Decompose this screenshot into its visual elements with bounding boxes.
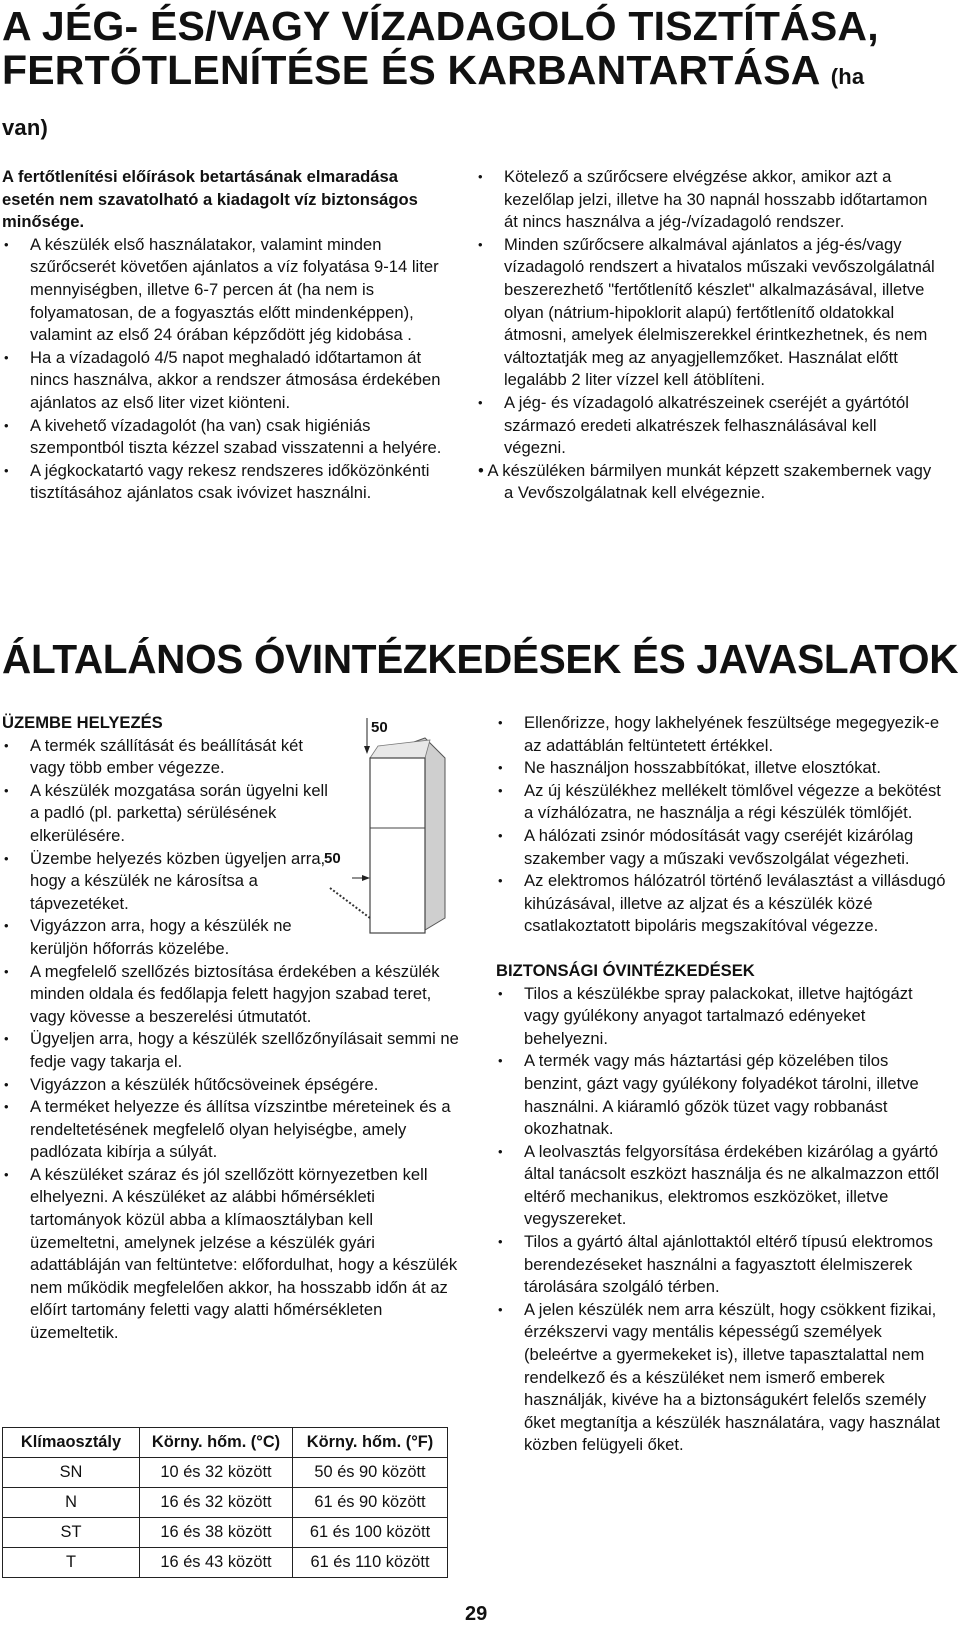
list-item: • Tilos a gyártó által ajánlottaktól eltérő típusú elektromos berendezéseket használni a fagyasztott élelmiszerek tárolására szolgáló térben.: [496, 1231, 948, 1299]
list-item: • A kivehető vízadagolót (ha van) csak higiéniás szempontból tiszta kézzel szabad visszatenni a helyére.: [2, 415, 452, 460]
safety-list: [496, 983, 948, 1457]
safety-heading: BIZTONSÁGI ÓVINTÉZKEDÉSEK: [496, 960, 755, 980]
precautions-right-column: [496, 712, 948, 1457]
table-header-cell: Körny. hőm. (°F): [293, 1428, 448, 1458]
list-item: • A jég- és vízadagoló alkatrészeinek cseréjét a gyártótól származó eredeti alkatrészek felhasználásával kell végezni.: [476, 392, 936, 460]
table-cell: 61 és 110 között: [293, 1548, 448, 1578]
list-item: • A készülék első használatakor, valamint minden szűrőcserét követően ajánlatos a víz folyatása 9-14 liter mennyiségben, illetve 6-7 percen át (ha nem is folyamatosan, de a fogyasztás előtt mindenképpen), valamint az első 24 órában képződött jég kidobása .: [2, 234, 452, 347]
list-item: • A terméket helyezze és állítsa vízszintbe méreteinek és a rendeltetésének megfelelő olyan helyiségbe, amely padlózata kibírja a súlyát.: [2, 1096, 460, 1164]
table-header-row: [3, 1428, 448, 1458]
list-item: • A termék szállítását és beállítását két vagy több ember végezze.: [2, 735, 330, 780]
table-cell: N: [3, 1488, 140, 1518]
list-item: • Vigyázzon a készülék hűtőcsöveinek épségére.: [2, 1074, 460, 1097]
table-row: [3, 1518, 448, 1548]
table-cell: 16 és 38 között: [140, 1518, 293, 1548]
table-header-cell: Körny. hőm. (°C): [140, 1428, 293, 1458]
list-item: • Ne használjon hosszabbítókat, illetve elosztókat.: [496, 757, 948, 780]
table-row: [3, 1458, 448, 1488]
table-cell: 50 és 90 között: [293, 1458, 448, 1488]
fridge-clearance-illustration: [324, 718, 460, 938]
list-item: • A megfelelő szellőzés biztosítása érdekében a készülék minden oldala és fedőlapja felett hagyjon szabad teret, vagy kövesse a beszerelési útmutatót.: [2, 961, 460, 1029]
list-item: • Ellenőrizze, hogy lakhelyének feszültsége megegyezik-e az adattáblán feltüntetett értékkel.: [496, 712, 948, 757]
table-row: [3, 1488, 448, 1518]
table-cell: T: [3, 1548, 140, 1578]
list-item: • A készüléket száraz és jól szellőzött környezetben kell elhelyezni. A készüléket az alábbi hőmérsékleti tartományok közül abba a klímaosztályban kell üzemeltetni, amelynek jelzése a készülék gyári adattábláján van feltüntetve: előfordulhat, hogy a készülék nem működik megfelelően akkor, ha hosszabb időn át az előírt tartomány feletti vagy alatti hőmérsékleten üzemeltetik.: [2, 1164, 460, 1345]
table-cell: 10 és 32 között: [140, 1458, 293, 1488]
list-item: • Ügyeljen arra, hogy a készülék szellőzőnyílásait semmi ne fedje vagy takarja el.: [2, 1028, 460, 1073]
table-cell: ST: [3, 1518, 140, 1548]
table-header-cell: Klímaosztály: [3, 1428, 140, 1458]
list-item: • Üzembe helyezés közben ügyeljen arra, hogy a készülék ne károsítsa a tápvezetéket.: [2, 848, 330, 916]
list-item: • Tilos a készülékbe spray palackokat, illetve hajtógázt vagy gyúlékony anyagot tartalmazó edényeket behelyezni.: [496, 983, 948, 1051]
cleaning-right-list: [476, 166, 936, 460]
cleaning-intro: A fertőtlenítési előírások betartásának elmaradása esetén nem szavatolható a kiadagolt víz biztonságos minősége.: [2, 167, 418, 232]
cleaning-left-list: [2, 234, 452, 505]
list-item: • A hálózati zsinór módosítását vagy cseréjét kizárólag szakember vagy a műszaki vevőszolgálat végezheti.: [496, 825, 948, 870]
section-title-precautions: ÁLTALÁNOS ÓVINTÉZKEDÉSEK ÉS JAVASLATOK: [2, 636, 959, 682]
list-item: • A készülék mozgatása során ügyelni kell a padló (pl. parketta) sérülésének elkerülésére.: [2, 780, 330, 848]
list-item: • Az elektromos hálózatról történő leválasztást a villásdugó kihúzásával, illetve az aljzat és a készülék közé csatlakoztatott bipoláris megszakítóval végezze.: [496, 870, 948, 938]
table-cell: 16 és 43 között: [140, 1548, 293, 1578]
clearance-top-label: 50: [371, 719, 388, 736]
clearance-side-label: 50: [324, 850, 341, 867]
cleaning-right-last-item: • A készüléken bármilyen munkát képzett szakembernek vagy a Vevőszolgálatnak kell elvégeznie.: [478, 460, 932, 503]
electrical-list: [496, 712, 948, 938]
section-title-cleaning-text: A JÉG- ÉS/VAGY VÍZADAGOLÓ TISZTÍTÁSA, FERTŐTLENÍTÉSE ÉS KARBANTARTÁSA: [2, 3, 879, 93]
list-item: • Az új készülékhez mellékelt tömlővel végezze a bekötést a vízhálózatra, ne használja a régi készülék tömlőjét.: [496, 780, 948, 825]
install-heading: ÜZEMBE HELYEZÉS: [2, 713, 163, 732]
list-item: • A leolvasztás felgyorsítása érdekében kizárólag a gyártó által tanácsolt eszközt használja és ne alkalmazzon ettől eltérő mechanikus, elektromos eszközöket, illetve vegyszereket.: [496, 1141, 948, 1231]
climate-class-table: [2, 1427, 448, 1578]
table-cell: 16 és 32 között: [140, 1488, 293, 1518]
list-item: • Ha a vízadagoló 4/5 napot meghaladó időtartamon át nincs használva, akkor a rendszer átmosása érdekében ajánlatos az első liter vizet kiönteni.: [2, 347, 452, 415]
list-item: • Minden szűrőcsere alkalmával ajánlatos a jég-és/vagy vízadagoló rendszert a hivatalos műszaki vevőszolgálatnál beszerezhető "fertőtlenítő készlet" alkalmazásával, illetve olyan (nátrium-hipoklorit alapú) fertőtlenítő oldatokkal átmosni, amelyek élelmiszerekkel érintkezhetnek, és nem változtatják meg az anyagjellemzőket. Használat előtt legalább 2 liter vízzel kell átöblíteni.: [476, 234, 936, 392]
table-cell: 61 és 90 között: [293, 1488, 448, 1518]
table-cell: 61 és 100 között: [293, 1518, 448, 1548]
section-title-cleaning: [2, 4, 902, 150]
list-item: • A jégkockatartó vagy rekesz rendszeres időközönkénti tisztításához ajánlatos csak ivóvizet használni.: [2, 460, 452, 505]
table-cell: SN: [3, 1458, 140, 1488]
list-item: • A termék vagy más háztartási gép közelében tilos benzint, gázt vagy gyúlékony folyadékot tárolni, illetve használni. A kiáramló gőzök tüzet vagy robbanást okozhatnak.: [496, 1050, 948, 1140]
list-item: • Vigyázzon arra, hogy a készülék ne kerüljön hőforrás közelébe.: [2, 915, 330, 960]
page-number: 29: [465, 1603, 488, 1625]
cleaning-right-column: [476, 166, 936, 505]
section-title-suffix: (ha van): [2, 64, 865, 140]
cleaning-left-column: [2, 166, 452, 505]
list-item: • Kötelező a szűrőcsere elvégzése akkor, amikor azt a kezelőlap jelzi, illetve ha 30 napnál hosszabb időtartamon át nincs használva a jég-/vízadagoló rendszer.: [476, 166, 936, 234]
clearance-figure: [324, 718, 460, 943]
list-item: • A jelen készülék nem arra készült, hogy csökkent fizikai, érzékszervi vagy mentális képességű személyek (beleértve a gyermekeket is), illetve tapasztalattal nem rendelkező és a készüléket nem ismerő emberek használják, kivéve ha a biztonságukért felelős személy őket megtanítja a készülék használatára, vagy használat közben felügyeli őket.: [496, 1299, 948, 1457]
table-row: [3, 1548, 448, 1578]
